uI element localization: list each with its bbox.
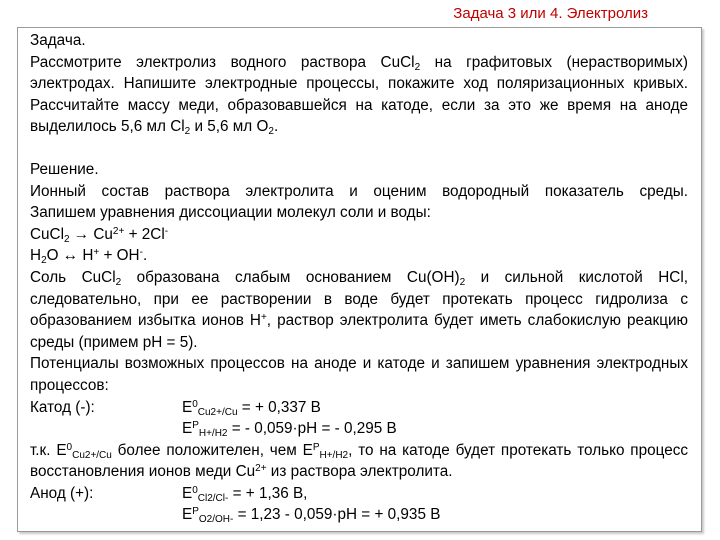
potentials-paragraph: Потенциалы возможных процессов на аноде и катоде и запишем уравнения электродных процессов: bbox=[30, 355, 688, 394]
solution-paragraph-2: Запишем уравнения диссоциации молекул соли и воды: bbox=[30, 204, 431, 222]
anode-label: Анод (+): bbox=[30, 484, 94, 502]
cathode-line-1 bbox=[30, 397, 688, 419]
cathode-conclusion: т.к. $E^0_{Cu2+/Cu}$ более положителен, чем $E^P_{H+/H2}$, то на катоде будет протекать только процесс восстановления ионов меди $Cu^{2+}$ из раствора электролита. bbox=[30, 441, 688, 481]
equation-water-dissociation: $H_2O$ ↔ H+ + OH-. bbox=[30, 247, 148, 267]
cathode-label: Катод (-): bbox=[30, 398, 95, 416]
anode-line-1 bbox=[30, 483, 688, 505]
anode-chlorine-potential: $E^0_{Cl2/Cl-}$ = + 1,36 В, bbox=[182, 484, 308, 504]
cathode-standard-potential: $E^0_{Cu2+/Cu}$ = + 0,337 В bbox=[182, 398, 321, 418]
anode-oxygen-potential: $E^P_{O2/OH-} = 1,23 - 0,059\cdot pH$ = + 0,935 В bbox=[182, 506, 441, 526]
solution-paragraph-1: Ионный состав раствора электролита и оценим водородный показатель среды. bbox=[30, 182, 688, 200]
hydrolysis-paragraph: Соль CuCl$_2$ образована слабым основанием $Cu(OH)_2$ и сильной кислотой HCl, следовательно, при ее растворении в воде будет протекать процесс гидролиза с образованием избытка ионов H+, раствор электролита будет иметь слабокислую реакцию среды (примем pH = 5). bbox=[30, 268, 688, 351]
task-statement: Рассмотрите электролиз водного раствора CuCl$_2$ на графитовых (нерастворимых) электродах. Напишите электродные процессы, покажите ход поляризационных кривых. Рассчитайте массу меди, образовавшейся на катоде, если за это же время на аноде выделилось 5,6 мл $Cl_2$ и 5,6 мл $O_2$. bbox=[30, 53, 688, 138]
document-body bbox=[30, 30, 688, 526]
slide-title: Задача 3 или 4. Электролиз bbox=[453, 5, 648, 22]
cathode-hydrogen-potential: $E^P_{H+/H2}$ = - 0,059·pH = - 0,295 В bbox=[182, 420, 397, 440]
equation-salt-dissociation: CuCl$_2$ → $Cu^{2+} + 2Cl^-$ bbox=[30, 225, 169, 245]
solution-heading: Решение. bbox=[30, 160, 99, 178]
task-heading: Задача. bbox=[30, 32, 86, 49]
